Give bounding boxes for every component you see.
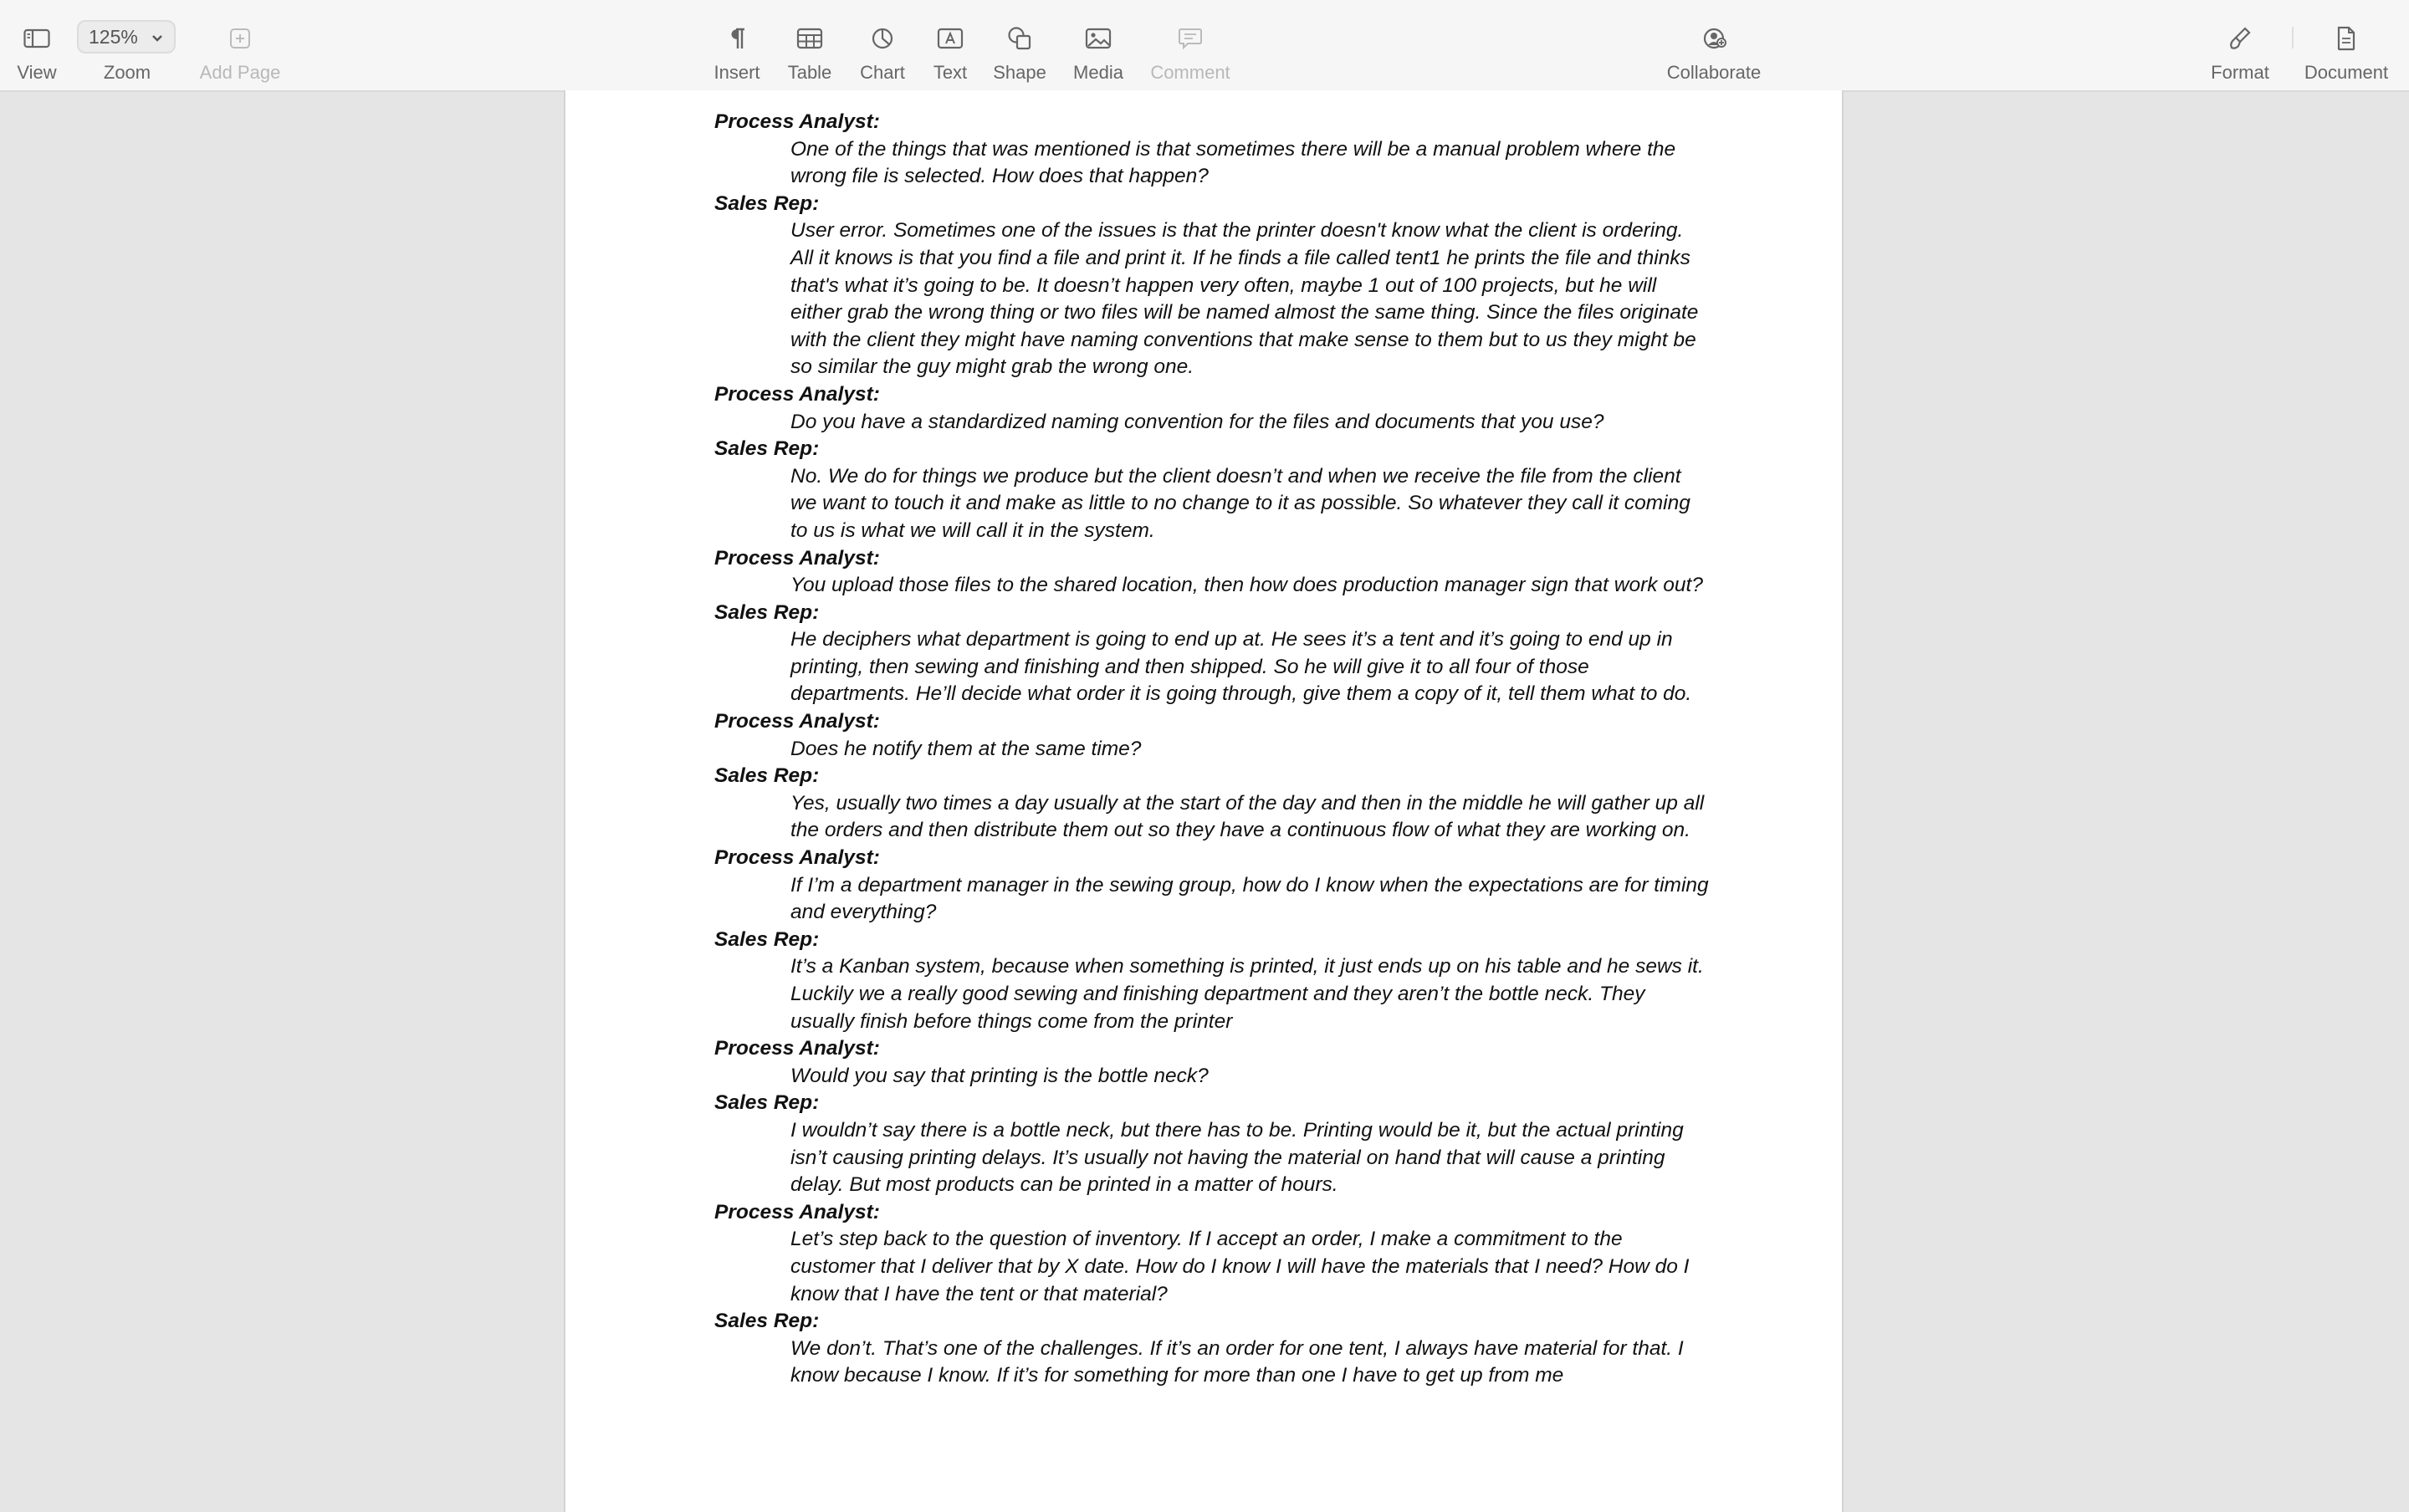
speaker-text: Do you have a standardized naming convention for the files and documents that you use? <box>790 410 1604 433</box>
speaker-text: Does he notify them at the same time? <box>790 737 1142 760</box>
speaker-text: If I’m a department manager in the sewing group, how do I know when the expectations are for timing and everything? <box>790 873 1709 924</box>
document-page[interactable] <box>564 90 1844 1512</box>
speaker-label: Process Analyst: <box>714 846 880 870</box>
speaker-label: Sales Rep: <box>714 437 820 461</box>
document-label: Document <box>2304 62 2389 83</box>
collaborate-button[interactable] <box>1661 0 1767 90</box>
collaborate-label: Collaborate <box>1666 62 1762 83</box>
text-box-icon <box>937 22 964 55</box>
transcript-body[interactable] <box>714 109 1710 1390</box>
speaker-label: Sales Rep: <box>714 1091 820 1115</box>
transcript-entry <box>714 109 1710 191</box>
speaker-text: Let’s step back to the question of inventory. If I accept an order, I make a commitment to the customer that I deliver that by X date. How do I know I will have the materials that I need? How do I know that I have the tent or that material? <box>790 1228 1690 1305</box>
transcript-entry <box>714 600 1710 708</box>
speaker-text: He deciphers what department is going to end up at. He sees it’s a tent and it’s going to end up in printing, then sewing and finishing and then shipped. So he will give it to all four of those departments. He’ll decide what order it is going through, give them a copy of it, tell them what to do. <box>790 628 1692 706</box>
table-icon <box>796 22 823 55</box>
speaker-label: Sales Rep: <box>714 1310 820 1333</box>
speaker-label: Sales Rep: <box>714 600 820 624</box>
speaker-text: No. We do for things we produce but the client doesn’t and when we receive the file from the client we want to touch it and make as little to no change to it as possible. So whatever they call it coming to us is what we will call it in the system. <box>790 464 1690 542</box>
transcript-entry <box>714 1308 1710 1390</box>
paragraph-icon <box>726 22 748 55</box>
document-icon <box>2336 22 2356 55</box>
view-button[interactable] <box>10 0 64 90</box>
chart-icon <box>871 22 894 55</box>
speaker-text: We don’t. That’s one of the challenges. If it’s an order for one tent, I always have material for that. I know because I know. If it’s for something for more than one I have to get up from me <box>790 1336 1684 1387</box>
view-label: View <box>17 62 57 83</box>
chart-button[interactable] <box>853 0 912 90</box>
speaker-text: I wouldn’t say there is a bottle neck, but there has to be. Printing would be it, but the actual printing isn’t causing printing delays. It’s usually not having the material on hand that will cause a printing delay. But most products can be printed in a matter of hours. <box>790 1118 1684 1197</box>
shape-icon <box>1007 22 1032 55</box>
table-button[interactable] <box>783 0 836 90</box>
add-page-icon <box>229 22 251 55</box>
speaker-text: It’s a Kanban system, because when something is printed, it just ends up on his table and he sews it. Luckily we a really good sewing and finishing department and they aren’t the bottle neck. They usually finish before things come from the printer <box>790 955 1704 1033</box>
transcript-entry <box>714 436 1710 544</box>
speaker-text: You upload those files to the shared location, then how does production manager sign that work out? <box>790 574 1703 597</box>
comment-button[interactable] <box>1148 0 1233 90</box>
speaker-text: One of the things that was mentioned is that sometimes there will be a manual problem where the wrong file is selected. How does that happen? <box>790 137 1676 188</box>
toolbar-separator <box>2292 27 2294 49</box>
media-button[interactable] <box>1069 0 1128 90</box>
transcript-entry <box>714 845 1710 927</box>
speaker-label: Process Analyst: <box>714 710 880 733</box>
speaker-label: Sales Rep: <box>714 192 820 215</box>
chart-label: Chart <box>860 62 905 83</box>
transcript-entry <box>714 763 1710 845</box>
shape-button[interactable] <box>989 0 1051 90</box>
speaker-label: Sales Rep: <box>714 764 820 788</box>
paintbrush-icon <box>2228 22 2252 55</box>
table-label: Table <box>787 62 832 83</box>
add-page-label: Add Page <box>199 62 281 83</box>
document-button[interactable] <box>2300 0 2392 90</box>
format-label: Format <box>2211 62 2269 83</box>
add-page-button[interactable] <box>194 0 286 90</box>
collaborate-icon <box>1701 22 1727 55</box>
photo-icon <box>1085 22 1112 55</box>
transcript-entry <box>714 545 1710 600</box>
transcript-entry <box>714 381 1710 436</box>
zoom-value: 125% <box>89 25 138 48</box>
transcript-entry <box>714 927 1710 1035</box>
speaker-label: Process Analyst: <box>714 1200 880 1223</box>
comment-icon <box>1178 22 1203 55</box>
zoom-label: Zoom <box>103 62 151 83</box>
insert-button[interactable] <box>708 0 766 90</box>
transcript-entry <box>714 1199 1710 1308</box>
speaker-text: Yes, usually two times a day usually at the start of the day and then in the middle he will gather up all the orders and then distribute them out so they have a continuous flow of what they are working on. <box>790 791 1705 842</box>
transcript-entry <box>714 191 1710 381</box>
comment-label: Comment <box>1150 62 1230 83</box>
format-button[interactable] <box>2205 0 2275 90</box>
insert-label: Insert <box>713 62 760 83</box>
transcript-entry <box>714 708 1710 763</box>
speaker-label: Process Analyst: <box>714 546 880 570</box>
shape-label: Shape <box>993 62 1046 83</box>
speaker-label: Sales Rep: <box>714 927 820 951</box>
speaker-text: Would you say that printing is the bottle neck? <box>790 1064 1209 1087</box>
zoom-control <box>94 0 161 90</box>
speaker-text: User error. Sometimes one of the issues is that the printer doesn't know what the client is ordering. All it knows is that you find a file and print it. If he finds a file called tent1 he prints the file and thinks that's what it’s going to be. It doesn’t happen very often, maybe 1 out of 100 projects, but he will either grab the wrong thing or two files will be named almost the same thing. Since the files originate with the client they might have naming conventions that make sense to them but to us they might be so similar the guy might grab the wrong one. <box>790 219 1699 379</box>
toolbar <box>0 0 2409 92</box>
speaker-label: Process Analyst: <box>714 110 880 133</box>
media-label: Media <box>1073 62 1123 83</box>
speaker-label: Process Analyst: <box>714 382 880 406</box>
text-label: Text <box>933 62 968 83</box>
text-button[interactable] <box>925 0 975 90</box>
sidebar-icon <box>23 22 50 55</box>
speaker-label: Process Analyst: <box>714 1037 880 1060</box>
transcript-entry <box>714 1090 1710 1198</box>
transcript-entry <box>714 1035 1710 1090</box>
